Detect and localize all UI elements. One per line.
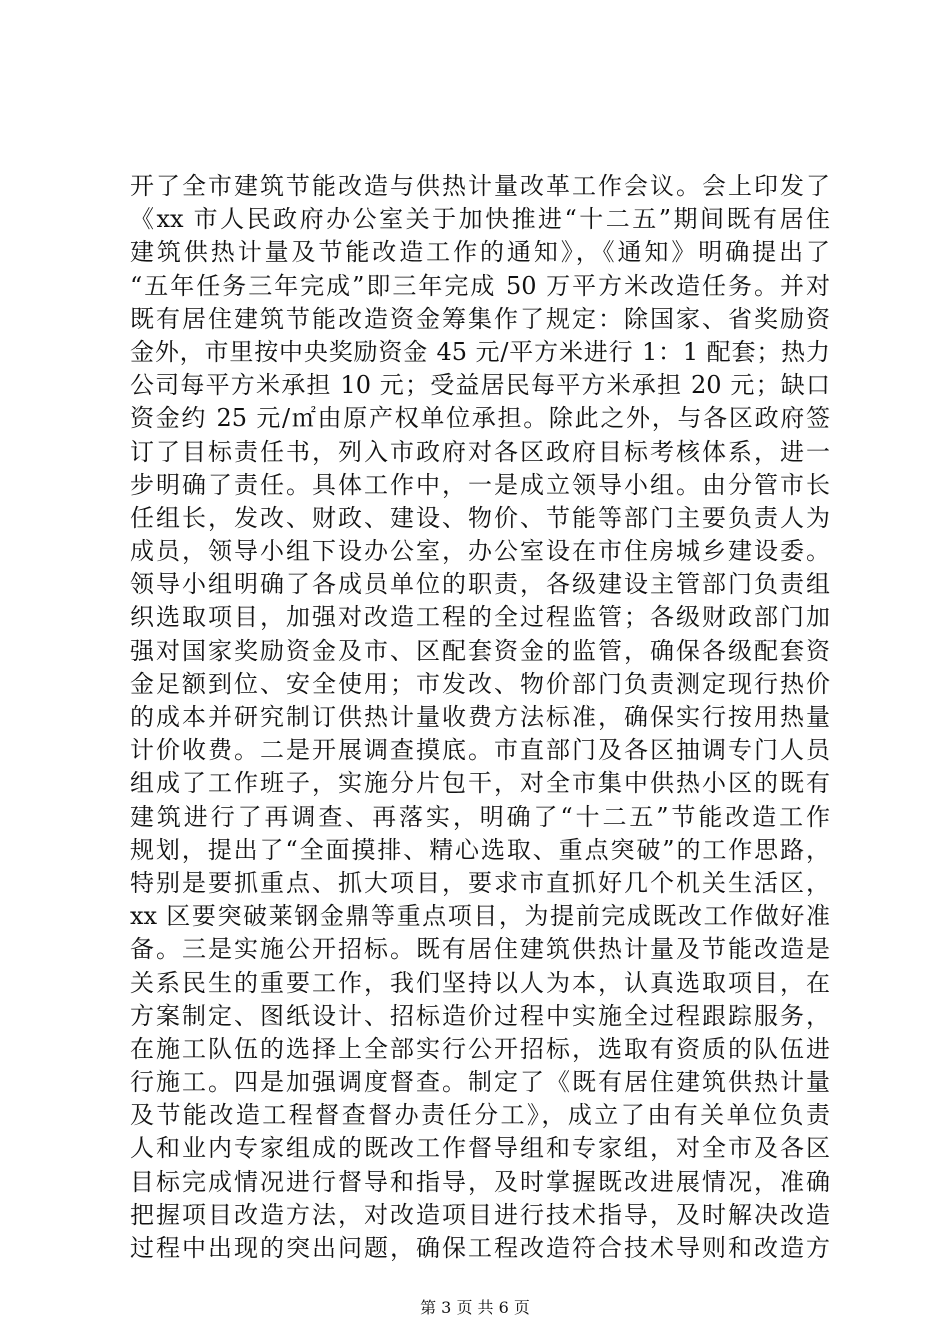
text-line: xx 区要突破莱钢金鼎等重点项目，为提前完成既改工作做好准 [130, 902, 830, 931]
text-line: 《xx 市人民政府办公室关于加快推进“十二五”期间既有居住 [130, 205, 830, 234]
text-line: 任组长，发改、财政、建设、物价、节能等部门主要负责人为 [130, 503, 830, 532]
text-line: 公司每平方米承担 10 元；受益居民每平方米承担 20 元；缺口 [130, 371, 830, 400]
text-line: 规划，提出了“全面摸排、精心选取、重点突破”的工作思路， [130, 835, 830, 864]
page-footer: 第 3 页 共 6 页 [420, 1298, 530, 1317]
text-line: 开了全市建筑节能改造与供热计量改革工作会议。会上印发了 [130, 172, 830, 200]
text-line: 在施工队伍的选择上全部实行公开招标，选取有资质的队伍进 [130, 1034, 830, 1063]
text-line: 备。三是实施公开招标。既有居住建筑供热计量及节能改造是 [130, 935, 830, 964]
text-line: 建筑进行了再调查、再落实，明确了“十二五”节能改造工作 [130, 802, 830, 831]
text-line: 把握项目改造方法，对改造项目进行技术指导，及时解决改造 [130, 1200, 830, 1229]
text-line: 成员，领导小组下设办公室，办公室设在市住房城乡建设委。 [130, 537, 830, 566]
text-line: 织选取项目，加强对改造工程的全过程监管；各级财政部门加 [130, 603, 830, 632]
text-line: 步明确了责任。具体工作中，一是成立领导小组。由分管市长 [130, 470, 830, 499]
text-line: 目标完成情况进行督导和指导，及时掌握既改进展情况，准确 [130, 1167, 830, 1196]
text-line: 建筑供热计量及节能改造工作的通知》，《通知》明确提出了 [130, 238, 830, 267]
text-line: 资金约 25 元/㎡由原产权单位承担。除此之外，与各区政府签 [130, 404, 830, 433]
text-line: “五年任务三年完成”即三年完成 50 万平方米改造任务。并对 [130, 271, 830, 300]
text-line: 订了目标责任书，列入市政府对各区政府目标考核体系，进一 [130, 437, 830, 466]
text-line: 过程中出现的突出问题，确保工程改造符合技术导则和改造方 [130, 1234, 830, 1262]
text-line: 人和业内专家组成的既改工作督导组和专家组，对全市及各区 [130, 1134, 830, 1163]
text-line: 关系民生的重要工作，我们坚持以人为本，认真选取项目，在 [130, 968, 830, 997]
text-line: 及节能改造工程督查督办责任分工》，成立了由有关单位负责 [130, 1101, 830, 1130]
text-line: 行施工。四是加强调度督查。制定了《既有居住建筑供热计量 [130, 1068, 830, 1097]
text-line: 金足额到位、安全使用；市发改、物价部门负责测定现行热价 [130, 669, 830, 698]
text-line: 金外，市里按中央奖励资金 45 元/平方米进行 1：1 配套；热力 [130, 337, 830, 366]
text-line: 组成了工作班子，实施分片包干，对全市集中供热小区的既有 [130, 769, 830, 798]
text-line: 强对国家奖励资金及市、区配套资金的监管，确保各级配套资 [130, 636, 830, 665]
text-line: 方案制定、图纸设计、招标造价过程中实施全过程跟踪服务， [130, 1001, 830, 1030]
body-paragraph [130, 170, 830, 1265]
text-line: 的成本并研究制订供热计量收费方法标准，确保实行按用热量 [130, 703, 830, 731]
text-line: 特别是要抓重点、抓大项目，要求市直抓好几个机关生活区， [130, 868, 830, 897]
text-line: 领导小组明确了各成员单位的职责，各级建设主管部门负责组 [130, 570, 830, 599]
text-line: 计价收费。二是开展调查摸底。市直部门及各区抽调专门人员 [130, 736, 830, 765]
text-line: 既有居住建筑节能改造资金筹集作了规定：除国家、省奖励资 [130, 304, 830, 333]
